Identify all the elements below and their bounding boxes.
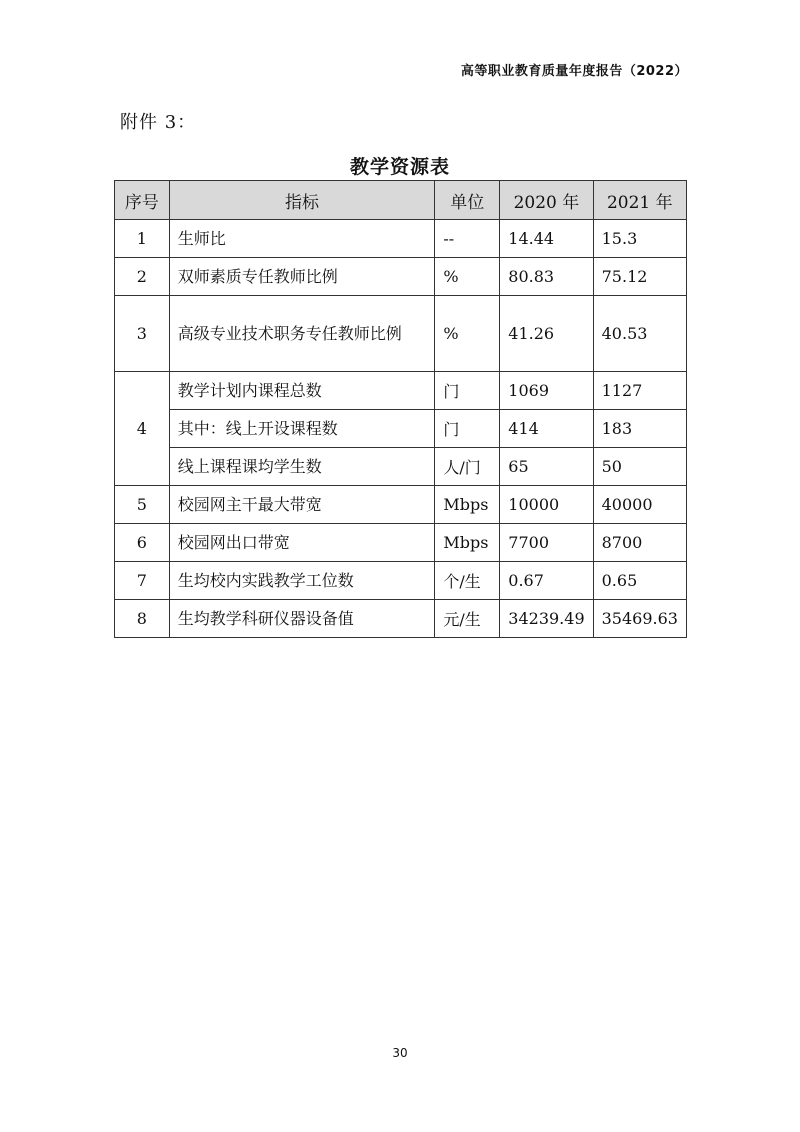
cell-unit: 门 bbox=[435, 410, 500, 448]
cell-value-2021: 15.3 bbox=[593, 220, 686, 258]
page-number: 30 bbox=[392, 1046, 408, 1060]
teaching-resources-table bbox=[114, 180, 687, 638]
header-row bbox=[115, 181, 687, 220]
table-row bbox=[115, 600, 687, 638]
cell-value-2021: 1127 bbox=[593, 372, 686, 410]
column-header-unit: 单位 bbox=[435, 181, 500, 220]
cell-value-2020: 10000 bbox=[500, 486, 593, 524]
cell-value-2020: 80.83 bbox=[500, 258, 593, 296]
table-row bbox=[115, 258, 687, 296]
cell-indicator: 其中：线上开设课程数 bbox=[169, 410, 435, 448]
table-row bbox=[115, 410, 687, 448]
table-header bbox=[115, 181, 687, 220]
cell-value-2020: 7700 bbox=[500, 524, 593, 562]
cell-indicator: 双师素质专任教师比例 bbox=[169, 258, 435, 296]
cell-seq: 3 bbox=[115, 296, 170, 372]
cell-value-2020: 414 bbox=[500, 410, 593, 448]
cell-indicator: 线上课程课均学生数 bbox=[169, 448, 435, 486]
running-header: 高等职业教育质量年度报告（2022） bbox=[460, 64, 688, 79]
cell-unit: % bbox=[435, 296, 500, 372]
column-header-2021: 2021 年 bbox=[593, 181, 686, 220]
table-row bbox=[115, 296, 687, 372]
cell-value-2020: 41.26 bbox=[500, 296, 593, 372]
cell-unit: 个/生 bbox=[435, 562, 500, 600]
table-row bbox=[115, 448, 687, 486]
column-header-2020: 2020 年 bbox=[500, 181, 593, 220]
cell-seq: 2 bbox=[115, 258, 170, 296]
cell-indicator: 高级专业技术职务专任教师比例 bbox=[169, 296, 435, 372]
cell-value-2020: 34239.49 bbox=[500, 600, 593, 638]
cell-value-2020: 0.67 bbox=[500, 562, 593, 600]
table-row bbox=[115, 220, 687, 258]
table-title: 教学资源表 bbox=[349, 156, 450, 178]
cell-value-2021: 183 bbox=[593, 410, 686, 448]
column-header-indicator: 指标 bbox=[169, 181, 435, 220]
cell-value-2021: 40000 bbox=[593, 486, 686, 524]
cell-seq: 6 bbox=[115, 524, 170, 562]
cell-value-2020: 1069 bbox=[500, 372, 593, 410]
cell-value-2020: 65 bbox=[500, 448, 593, 486]
cell-seq: 4 bbox=[115, 372, 170, 486]
cell-value-2021: 75.12 bbox=[593, 258, 686, 296]
cell-unit: -- bbox=[435, 220, 500, 258]
table-row bbox=[115, 372, 687, 410]
table-row bbox=[115, 562, 687, 600]
cell-value-2021: 50 bbox=[593, 448, 686, 486]
cell-indicator: 教学计划内课程总数 bbox=[169, 372, 435, 410]
cell-indicator: 校园网出口带宽 bbox=[169, 524, 435, 562]
table-row bbox=[115, 486, 687, 524]
cell-value-2021: 35469.63 bbox=[593, 600, 686, 638]
cell-unit: 元/生 bbox=[435, 600, 500, 638]
cell-seq: 8 bbox=[115, 600, 170, 638]
column-header-seq: 序号 bbox=[115, 181, 170, 220]
cell-unit: Mbps bbox=[435, 486, 500, 524]
cell-seq: 5 bbox=[115, 486, 170, 524]
cell-unit: Mbps bbox=[435, 524, 500, 562]
cell-indicator: 生均校内实践教学工位数 bbox=[169, 562, 435, 600]
cell-indicator: 校园网主干最大带宽 bbox=[169, 486, 435, 524]
cell-value-2021: 40.53 bbox=[593, 296, 686, 372]
cell-unit: % bbox=[435, 258, 500, 296]
cell-value-2020: 14.44 bbox=[500, 220, 593, 258]
cell-value-2021: 8700 bbox=[593, 524, 686, 562]
attachment-label: 附件 3： bbox=[120, 112, 197, 133]
cell-seq: 1 bbox=[115, 220, 170, 258]
table-row bbox=[115, 524, 687, 562]
table-body bbox=[115, 220, 687, 638]
cell-seq: 7 bbox=[115, 562, 170, 600]
cell-unit: 人/门 bbox=[435, 448, 500, 486]
cell-value-2021: 0.65 bbox=[593, 562, 686, 600]
cell-unit: 门 bbox=[435, 372, 500, 410]
cell-indicator: 生师比 bbox=[169, 220, 435, 258]
cell-indicator: 生均教学科研仪器设备值 bbox=[169, 600, 435, 638]
